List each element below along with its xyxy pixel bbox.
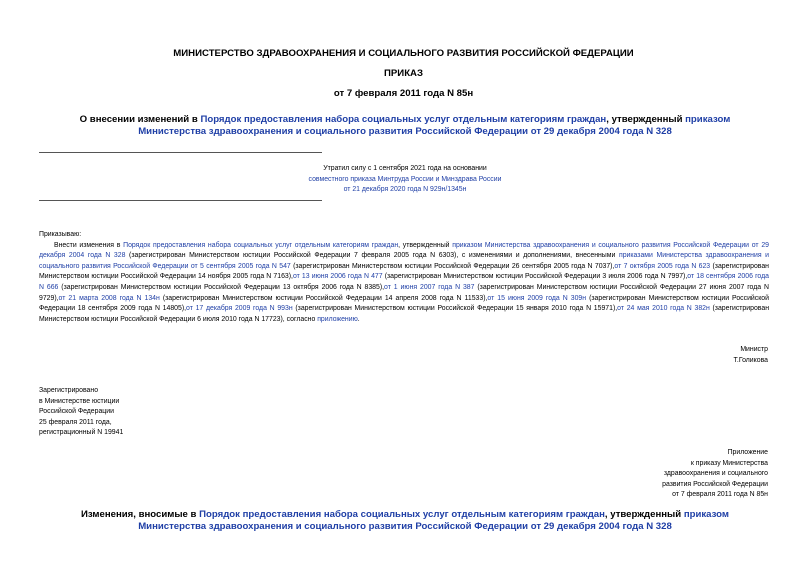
- body-link-order-134n[interactable]: от 21 марта 2008 года N 134н: [58, 294, 160, 302]
- ministry-heading: МИНИСТЕРСТВО ЗДРАВООХРАНЕНИЯ И СОЦИАЛЬНОГО РАЗВИТИЯ РОССИЙСКОЙ ФЕДЕРАЦИИ: [173, 48, 634, 59]
- body-text: (зарегистрирован Министерством юстиции Российской Федерации 13 октября 2006 года N 8385),: [58, 283, 385, 291]
- status-note-link-date[interactable]: от 21 декабря 2020 года N 929н/1345н: [343, 186, 467, 193]
- registration-line: в Министерстве юстиции: [39, 397, 120, 405]
- final-title-middle: , утвержденный: [604, 509, 684, 520]
- body-text: .: [357, 315, 360, 323]
- body-link-order-382n[interactable]: от 24 мая 2010 года N 382н: [617, 305, 710, 313]
- divider-top: [39, 152, 322, 153]
- signature-name: Т.Голикова: [733, 356, 768, 364]
- final-title-link-procedure[interactable]: Порядок предоставления набора социальных услуг отдельным категориям граждан: [199, 509, 605, 520]
- body-link-order-666[interactable]: от 18 сентября 2006 года N 666: [39, 273, 769, 291]
- appendix-title: [60, 509, 750, 533]
- appendix-line: Приложение: [727, 449, 768, 456]
- registration-line: регистрационный N 19941: [39, 429, 124, 437]
- appendix-line: здравоохранения и социального: [663, 470, 768, 478]
- title-middle: , утвержденный: [606, 114, 686, 125]
- appendix-block: [610, 448, 768, 501]
- body-link-procedure[interactable]: Порядок предоставления набора социальных услуг отдельным категориям граждан: [123, 241, 399, 249]
- body-link-order-993n[interactable]: от 17 декабря 2009 года N 993н: [186, 305, 293, 313]
- body-link-order-387[interactable]: от 1 июня 2007 года N 387: [384, 283, 475, 291]
- final-title-prefix: Изменения, вносимые в: [81, 509, 200, 520]
- body-text: (зарегистрирован Министерством юстиции Российской Федерации 14 апреля 2008 года N 11533),: [159, 294, 488, 302]
- registration-line: Зарегистрировано: [39, 387, 99, 394]
- body-text: (зарегистрирован Министерством юстиции Российской Федерации 6 июля 2010 года N 17723), согласно: [39, 305, 769, 323]
- body-text: (зарегистрирован Министерством юстиции Российской Федерации 7 февраля 2005 года N 6303), с изменениями и дополнениями, внесенными: [125, 252, 619, 260]
- body-link-order-309n[interactable]: от 15 июня 2009 года N 309н: [487, 294, 587, 302]
- body-text: (зарегистрирован Министерством юстиции Российской Федерации 15 января 2010 года N 15971),: [292, 305, 618, 313]
- status-note-link-order[interactable]: совместного приказа Минтруда России и Минздрава России: [308, 175, 502, 183]
- body-text: (зарегистрирован Министерством юстиции Российской Федерации 27 июня 2007 года N 9729),: [39, 283, 769, 302]
- status-note: [290, 164, 520, 196]
- body-link-order-328[interactable]: приказом Министерства здравоохранения и социального развития Российской Федерации от 29 декабря 2004 года N 328: [39, 241, 769, 260]
- body-link-appendix[interactable]: приложению: [317, 315, 358, 323]
- registration-line: 25 февраля 2011 года,: [39, 418, 112, 426]
- body-text: , утвержденный: [398, 241, 453, 249]
- body-text: Внести изменения в: [54, 241, 124, 249]
- appendix-line: к приказу Министерства: [690, 459, 768, 467]
- title-prefix: О внесении изменений в: [79, 114, 201, 125]
- order-body: [39, 230, 769, 325]
- final-title-link-order[interactable]: приказом Министерства здравоохранения и социального развития Российской Федерации от 29 декабря 2004 года N 328: [138, 509, 729, 532]
- body-link-order-547[interactable]: приказами Министерства здравоохранения и социального развития Российской Федерации от 5 сентября 2005 года N 547: [39, 252, 770, 270]
- body-text: (зарегистрирован Министерством юстиции Российской Федерации 26 сентября 2005 года N 7037),: [290, 262, 615, 270]
- document-title: [60, 114, 750, 138]
- body-text: (зарегистрирован Министерством юстиции Российской Федерации 18 сентября 2009 года N 14805),: [39, 294, 769, 313]
- registration-block: [39, 386, 199, 439]
- signature-position: Министр: [740, 346, 768, 353]
- order-intro: Приказываю:: [39, 231, 82, 238]
- body-text: (зарегистрирован Министерством юстиции Российской Федерации 14 ноября 2005 года N 7163),: [39, 262, 769, 281]
- status-note-text: Утратил силу с 1 сентября 2021 года на основании: [323, 165, 487, 172]
- body-link-order-477[interactable]: от 13 июня 2006 года N 477: [292, 273, 383, 281]
- signature-block: [700, 345, 768, 366]
- order-paragraph: [39, 241, 769, 326]
- registration-line: Российской Федерации: [39, 408, 114, 416]
- appendix-line: от 7 февраля 2011 года N 85н: [672, 491, 768, 499]
- appendix-line: развития Российской Федерации: [662, 480, 768, 488]
- document-type: ПРИКАЗ: [384, 68, 423, 79]
- body-link-order-623[interactable]: от 7 октября 2005 года N 623: [614, 262, 711, 270]
- title-link-procedure[interactable]: Порядок предоставления набора социальных услуг отдельным категориям граждан: [200, 114, 607, 125]
- document-date-number: от 7 февраля 2011 года N 85н: [333, 88, 474, 99]
- divider-bottom: [39, 200, 322, 201]
- body-text: (зарегистрирован Министерством юстиции Российской Федерации 3 июля 2006 года N 7997),: [382, 273, 688, 281]
- title-link-order[interactable]: приказом Министерства здравоохранения и социального развития Российской Федерации от 29 декабря 2004 года N 328: [138, 114, 731, 137]
